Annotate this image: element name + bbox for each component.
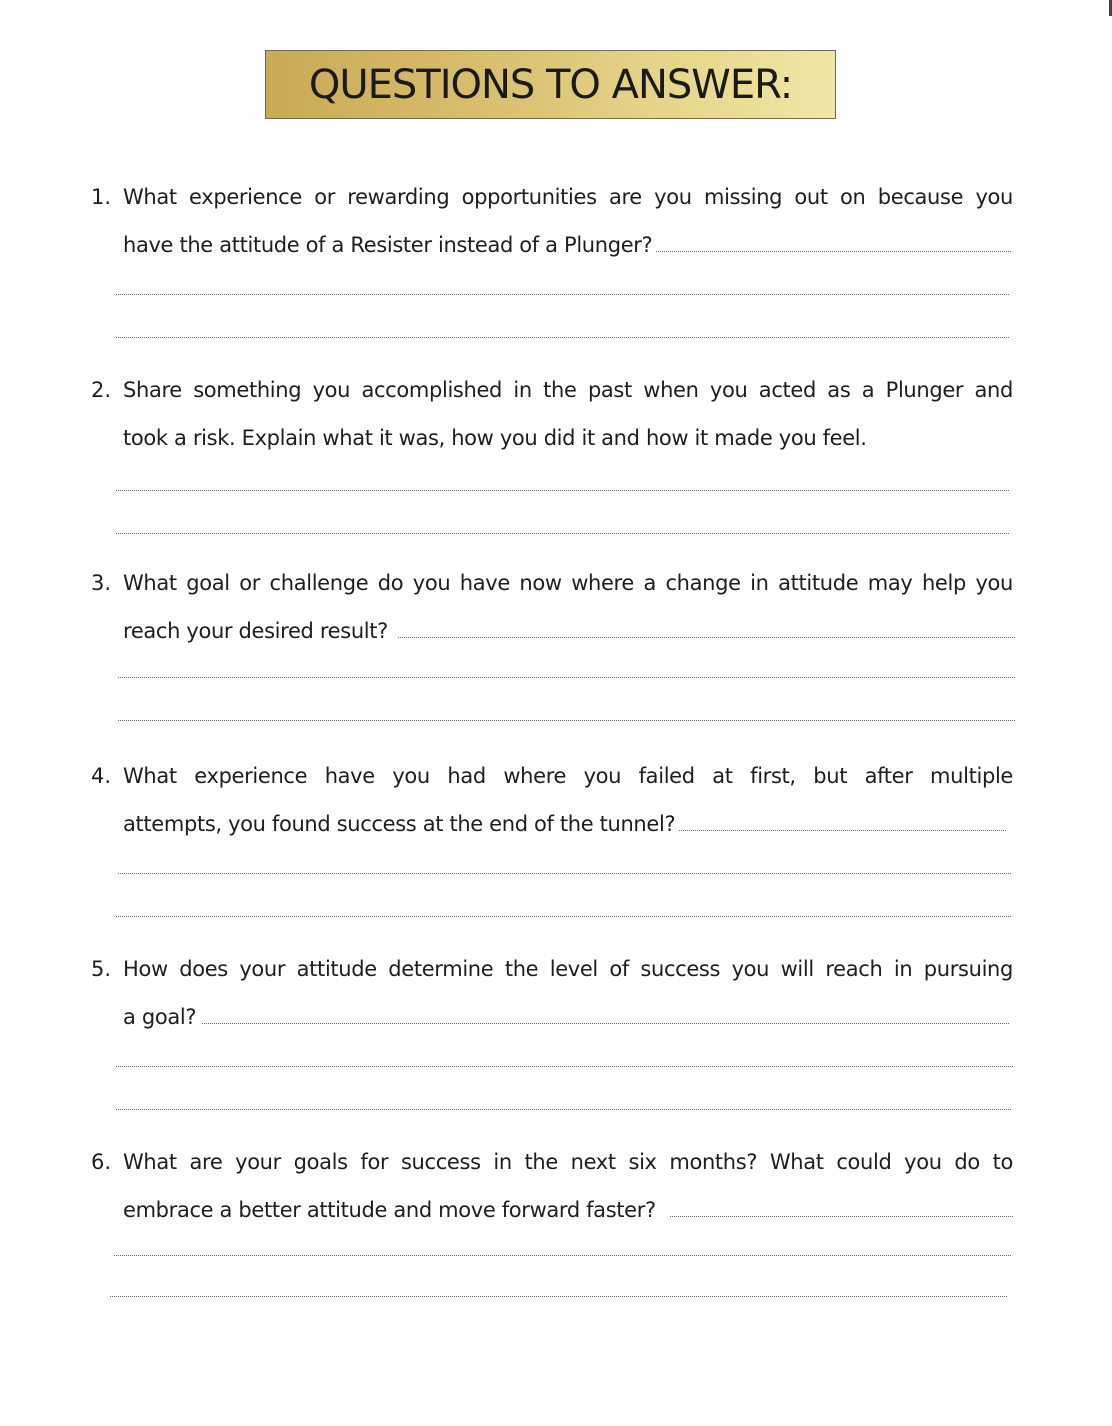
question-text-line-2-row (123, 230, 1011, 260)
answer-line[interactable] (118, 720, 1015, 721)
question-text-line-1: What goal or challenge do you have now where a change in attitude may help you (123, 571, 1013, 595)
answer-inline-line[interactable] (656, 251, 1011, 252)
answer-line[interactable] (116, 490, 1009, 491)
question-number: 3. (91, 571, 112, 595)
question-text-line-2-row (123, 1195, 1013, 1225)
question-text-line-2: reach your desired result? (123, 619, 388, 643)
answer-line[interactable] (116, 1109, 1011, 1110)
question-text-line-2: attempts, you found success at the end of the tunnel? (123, 812, 676, 836)
question-text-line-1: What are your goals for success in the next six months? What could you do to (123, 1150, 1013, 1174)
question-number: 6. (91, 1150, 112, 1174)
answer-line[interactable] (116, 294, 1009, 295)
question-text-line-2-row (123, 809, 1006, 839)
question-text-line-2: a goal? (123, 1005, 197, 1029)
question-text-line-2: embrace a better attitude and move forward faster? (123, 1198, 656, 1222)
question-text-line-1: How does your attitude determine the level of success you will reach in pursuing (123, 957, 1013, 981)
question-text-line-1: What experience or rewarding opportunities are you missing out on because you (123, 185, 1013, 209)
question-number: 1. (91, 185, 112, 209)
question-number: 2. (91, 378, 112, 402)
title-banner (265, 50, 836, 119)
answer-line[interactable] (116, 916, 1011, 917)
question-number: 4. (91, 764, 112, 788)
answer-line[interactable] (118, 677, 1015, 678)
question-text-line-2-row (123, 1002, 1009, 1032)
answer-line[interactable] (110, 1296, 1007, 1297)
answer-line[interactable] (114, 1255, 1011, 1256)
question-text-line-1: What experience have you had where you failed at first, but after multiple (123, 764, 1013, 788)
answer-inline-line[interactable] (679, 830, 1006, 831)
answer-line[interactable] (118, 873, 1011, 874)
answer-inline-line[interactable] (202, 1023, 1009, 1024)
question-text-line-1: Share something you accomplished in the past when you acted as a Plunger and (123, 378, 1013, 402)
answer-line[interactable] (116, 337, 1009, 338)
question-text-line-2-row (123, 616, 1015, 646)
answer-line[interactable] (116, 533, 1009, 534)
question-text-line-2: took a risk. Explain what it was, how you did it and how it made you feel. (123, 426, 867, 450)
question-text-line-2: have the attitude of a Resister instead of a Plunger? (123, 233, 653, 257)
answer-inline-line[interactable] (398, 637, 1015, 638)
question-number: 5. (91, 957, 112, 981)
answer-inline-line[interactable] (670, 1216, 1013, 1217)
answer-line[interactable] (116, 1066, 1013, 1067)
page-title: QUESTIONS TO ANSWER: (308, 61, 793, 108)
